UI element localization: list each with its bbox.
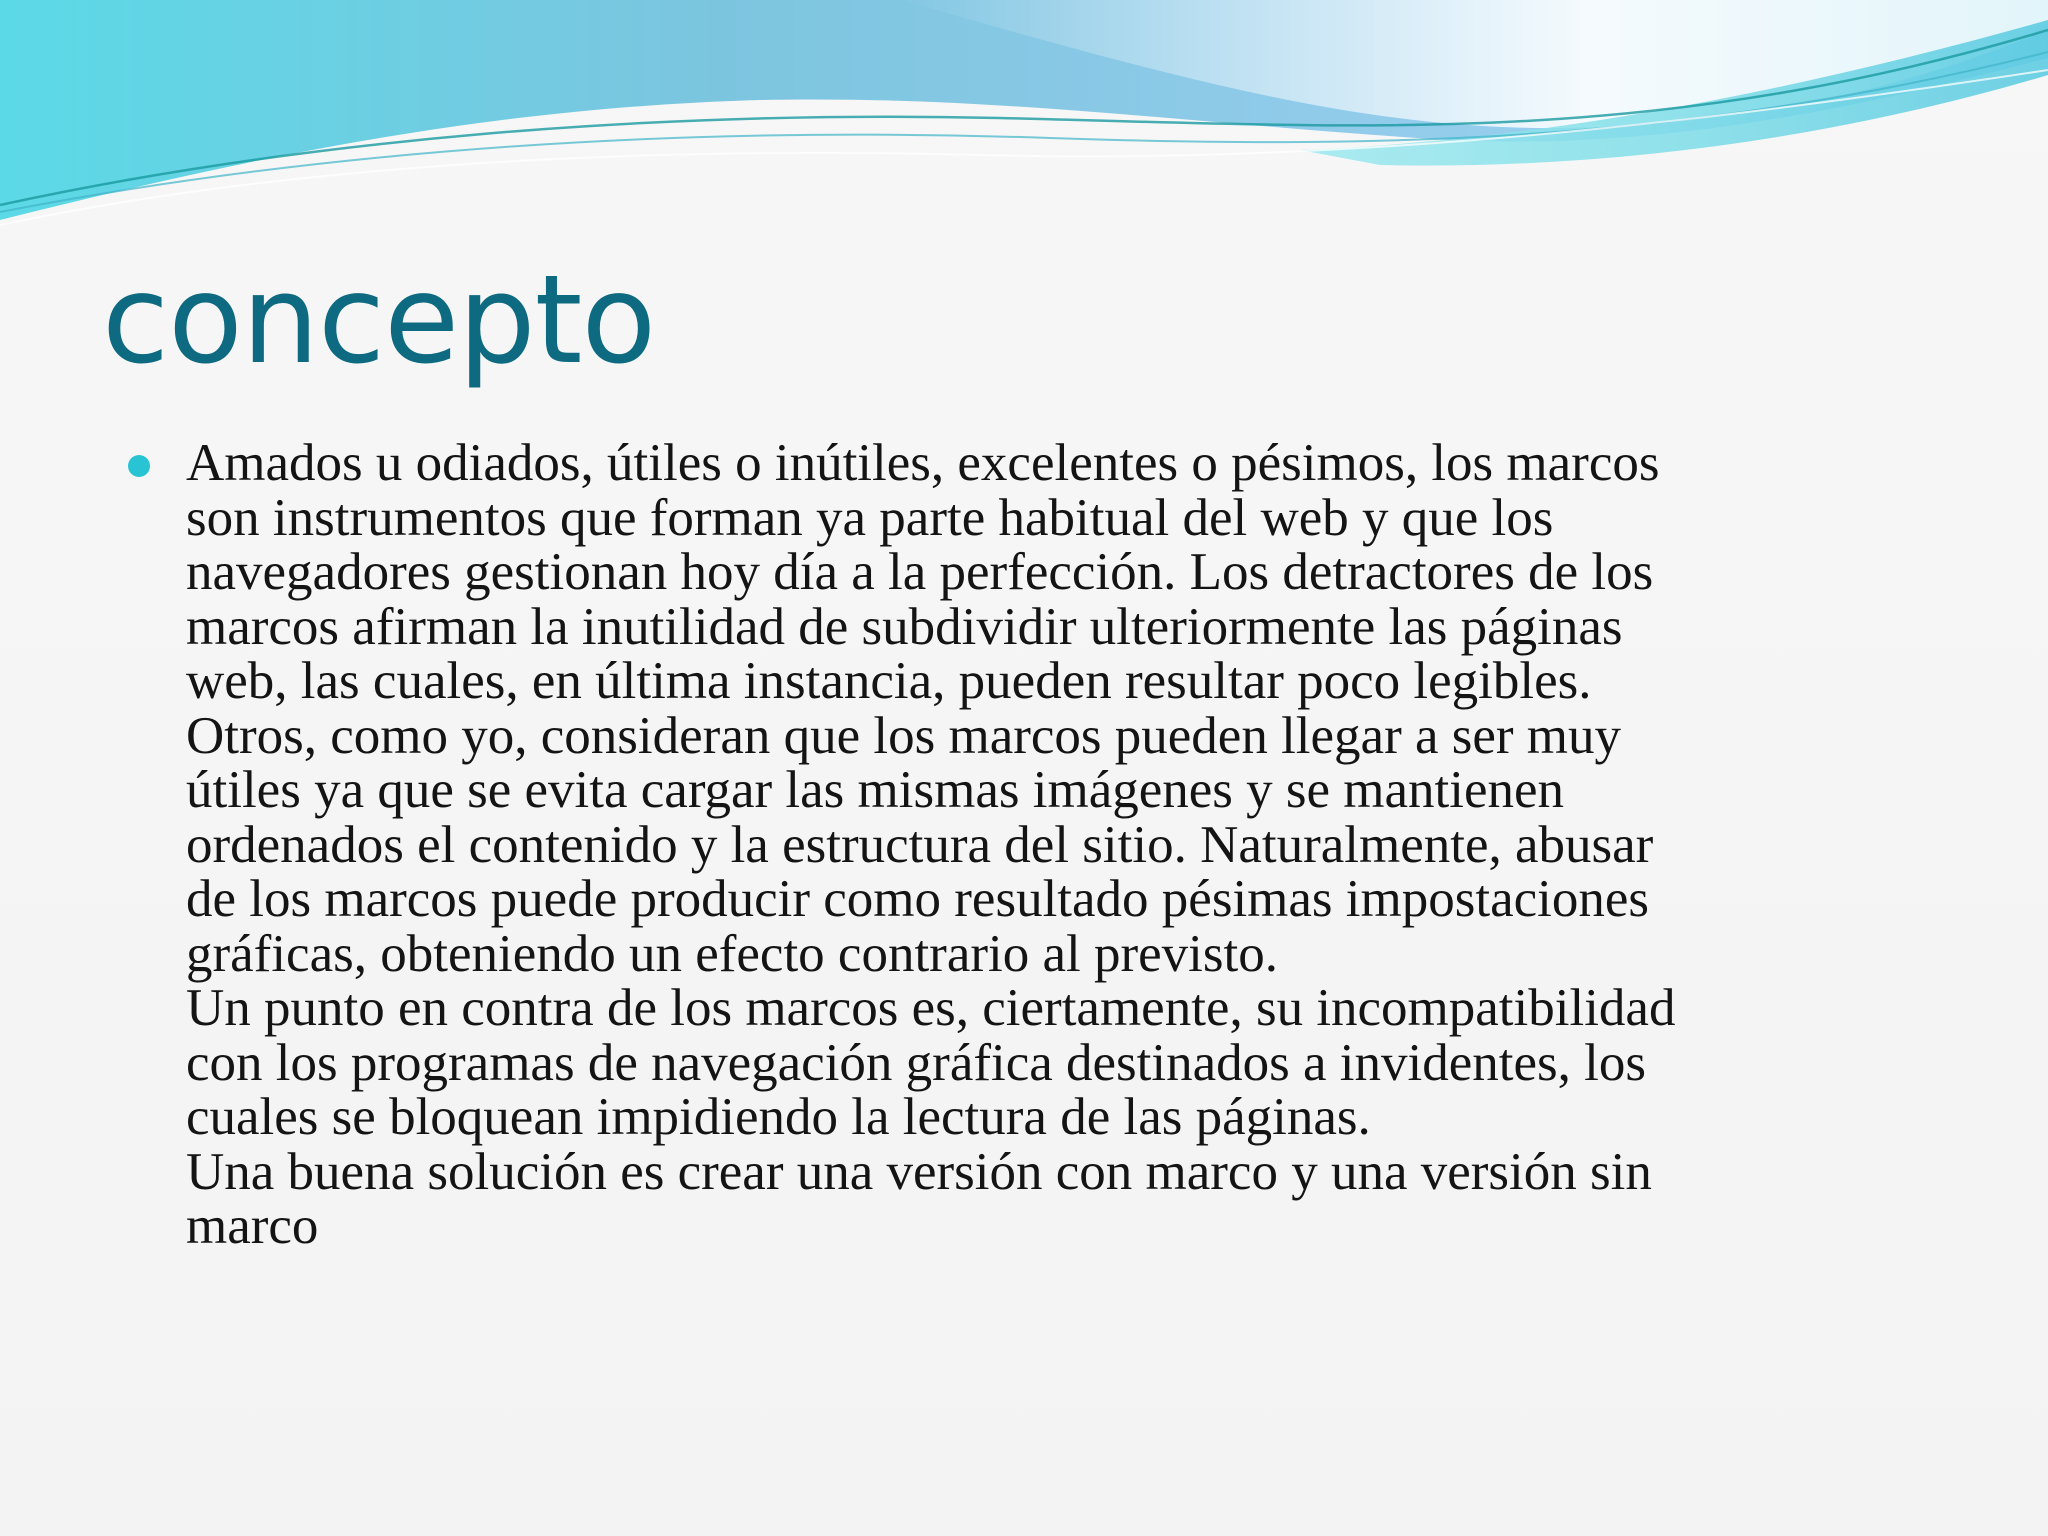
text-line: son instrumentos que forman ya parte habitual del web y que los — [186, 488, 1554, 547]
wave-header-graphic — [0, 0, 2048, 240]
text-line: navegadores gestionan hoy día a la perfección. Los detractores de los — [186, 543, 1654, 601]
text-line: con los programas de navegación gráfica destinados a invidentes, los — [186, 1033, 1646, 1092]
text-line: ordenados el contenido y la estructura del sitio. Naturalmente, abusar — [186, 815, 1654, 874]
slide-title: concepto — [102, 249, 656, 391]
text-line: útiles ya que se evita cargar las mismas imágenes y se mantienen — [186, 761, 1565, 819]
bullet-paragraph — [128, 436, 1928, 1254]
text-line: marco — [186, 1197, 319, 1255]
bullet-icon — [128, 455, 150, 477]
text-line: Amados u odiados, útiles o inútiles, excelentes o pésimos, los marcos — [186, 434, 1660, 492]
text-line: Una buena solución es crear una versión con marco y una versión sin — [186, 1142, 1652, 1201]
text-line: web, las cuales, en última instancia, pueden resultar poco legibles. — [186, 652, 1592, 710]
text-line: gráficas, obteniendo un efecto contrario al previsto. — [186, 924, 1278, 983]
text-line: Un punto en contra de los marcos es, ciertamente, su incompatibilidad — [186, 979, 1676, 1037]
text-line: Otros, como yo, consideran que los marcos pueden llegar a ser muy — [186, 706, 1622, 765]
text-line: cuales se bloquean impidiendo la lectura de las páginas. — [186, 1088, 1371, 1146]
text-line: marcos afirman la inutilidad de subdividir ulteriormente las páginas — [186, 597, 1623, 656]
text-line: de los marcos puede producir como resultado pésimas impostaciones — [186, 870, 1650, 928]
slide-content — [128, 436, 1928, 1254]
